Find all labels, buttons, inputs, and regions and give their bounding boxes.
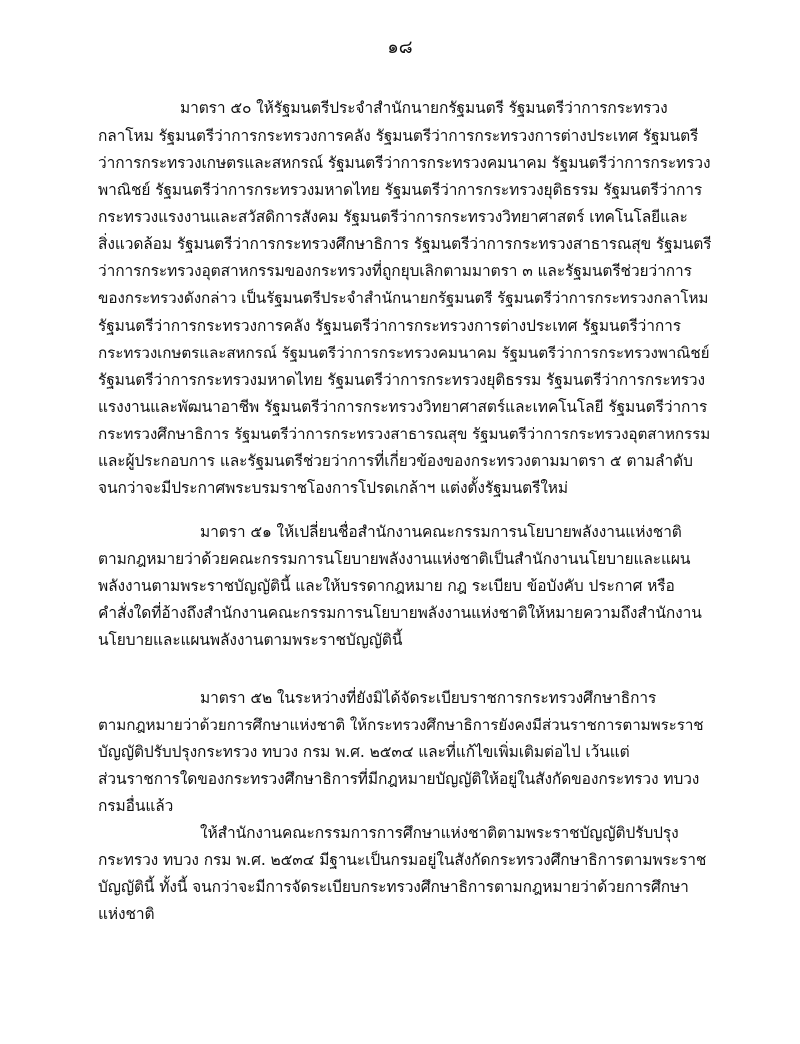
text-line: และผู้ประกอบการ และรัฐมนตรีช่วยว่าการที่เกี่ยวข้องของกระทรวงตามมาตรา ๕ ตามลำดับ <box>98 452 693 470</box>
text-line: มาตรา ๕๒ ในระหว่างที่ยังมิได้จัดระเบียบราชการกระทรวงศึกษาธิการ <box>200 689 657 707</box>
text-line: กระทรวงเกษตรและสหกรณ์ รัฐมนตรีว่าการกระทรวงคมนาคม รัฐมนตรีว่าการกระทรวงพาณิชย์ <box>98 344 710 362</box>
text-line: ว่าการกระทรวงอุตสาหกรรมของกระทรวงที่ถูกยุบเลิกตามมาตรา ๓ และรัฐมนตรีช่วยว่าการ <box>98 262 692 280</box>
page-number: ๑๘ <box>387 37 413 58</box>
text-line: บัญญัติปรับปรุงกระทรวง ทบวง กรม พ.ศ. ๒๕๓๔ และที่แก้ไขเพิ่มเติมต่อไป เว้นแต่ <box>98 743 630 761</box>
text-line: จนกว่าจะมีประกาศพระบรมราชโองการโปรดเกล้าฯ แต่งตั้งรัฐมนตรีใหม่ <box>98 479 569 497</box>
text-line: บัญญัตินี้ ทั้งนี้ จนกว่าจะมีการจัดระเบียบกระทรวงศึกษาธิการตามกฎหมายว่าด้วยการศึกษา <box>98 878 689 896</box>
text-line: ตามกฎหมายว่าด้วยการศึกษาแห่งชาติ ให้กระทรวงศึกษาธิการยังคงมีส่วนราชการตามพระราช <box>98 716 704 734</box>
text-line: รัฐมนตรีว่าการกระทรวงการคลัง รัฐมนตรีว่าการกระทรวงการต่างประเทศ รัฐมนตรีว่าการ <box>98 317 682 335</box>
text-line: กระทรวงศึกษาธิการ รัฐมนตรีว่าการกระทรวงสาธารณสุข รัฐมนตรีว่าการกระทรวงอุตสาหกรรม <box>98 425 711 443</box>
text-line: พาณิชย์ รัฐมนตรีว่าการกระทรวงมหาดไทย รัฐมนตรีว่าการกระทรวงยุติธรรม รัฐมนตรีว่าการ <box>98 181 703 199</box>
text-line: ให้สำนักงานคณะกรรมการการศึกษาแห่งชาติตามพระราชบัญญัติปรับปรุง <box>200 824 679 842</box>
text-line: มาตรา ๕๐ ให้รัฐมนตรีประจำสำนักนายกรัฐมนตรี รัฐมนตรีว่าการกระทรวง <box>180 99 668 117</box>
text-line: มาตรา ๕๑ ให้เปลี่ยนชื่อสำนักงานคณะกรรมการนโยบายพลังงานแห่งชาติ <box>200 523 682 541</box>
text-line: แรงงานและพัฒนาอาชีพ รัฐมนตรีว่าการกระทรวงวิทยาศาสตร์และเทคโนโลยี รัฐมนตรีว่าการ <box>98 398 708 416</box>
text-line: แห่งชาติ <box>98 905 155 923</box>
text-line: คำสั่งใดที่อ้างถึงสำนักงานคณะกรรมการนโยบายพลังงานแห่งชาติให้หมายความถึงสำนักงาน <box>98 604 702 622</box>
text-line: พลังงานตามพระราชบัญญัตินี้ และให้บรรดากฎหมาย กฎ ระเบียบ ข้อบังคับ ประกาศ หรือ <box>98 577 675 595</box>
text-line: กรมอื่นแล้ว <box>98 797 174 815</box>
text-line: ส่วนราชการใดของกระทรวงศึกษาธิการที่มีกฎหมายบัญญัติให้อยู่ในสังกัดของกระทรวง ทบวง <box>98 770 700 788</box>
text-line: รัฐมนตรีว่าการกระทรวงมหาดไทย รัฐมนตรีว่าการกระทรวงยุติธรรม รัฐมนตรีว่าการกระทรวง <box>98 371 705 389</box>
text-line: นโยบายและแผนพลังงานตามพระราชบัญญัตินี้ <box>98 631 403 649</box>
text-line: กระทรวงแรงงานและสวัสดิการสังคม รัฐมนตรีว่าการกระทรวงวิทยาศาสตร์ เทคโนโลยีและ <box>98 208 688 226</box>
text-line: สิ่งแวดล้อม รัฐมนตรีว่าการกระทรวงศึกษาธิการ รัฐมนตรีว่าการกระทรวงสาธารณสุข รัฐมนตรี <box>98 235 712 253</box>
text-line: กระทรวง ทบวง กรม พ.ศ. ๒๕๓๔ มีฐานะเป็นกรมอยู่ในสังกัดกระทรวงศึกษาธิการตามพระราช <box>98 851 707 869</box>
text-line: กลาโหม รัฐมนตรีว่าการกระทรวงการคลัง รัฐมนตรีว่าการกระทรวงการต่างประเทศ รัฐมนตรี <box>98 127 699 145</box>
text-line: ของกระทรวงดังกล่าว เป็นรัฐมนตรีประจำสำนักนายกรัฐมนตรี รัฐมนตรีว่าการกระทรวงกลาโหม <box>98 289 709 307</box>
text-line: ว่าการกระทรวงเกษตรและสหกรณ์ รัฐมนตรีว่าการกระทรวงคมนาคม รัฐมนตรีว่าการกระทรวง <box>98 154 711 172</box>
text-line: ตามกฎหมายว่าด้วยคณะกรรมการนโยบายพลังงานแห่งชาติเป็นสำนักงานนโยบายและแผน <box>98 550 691 568</box>
